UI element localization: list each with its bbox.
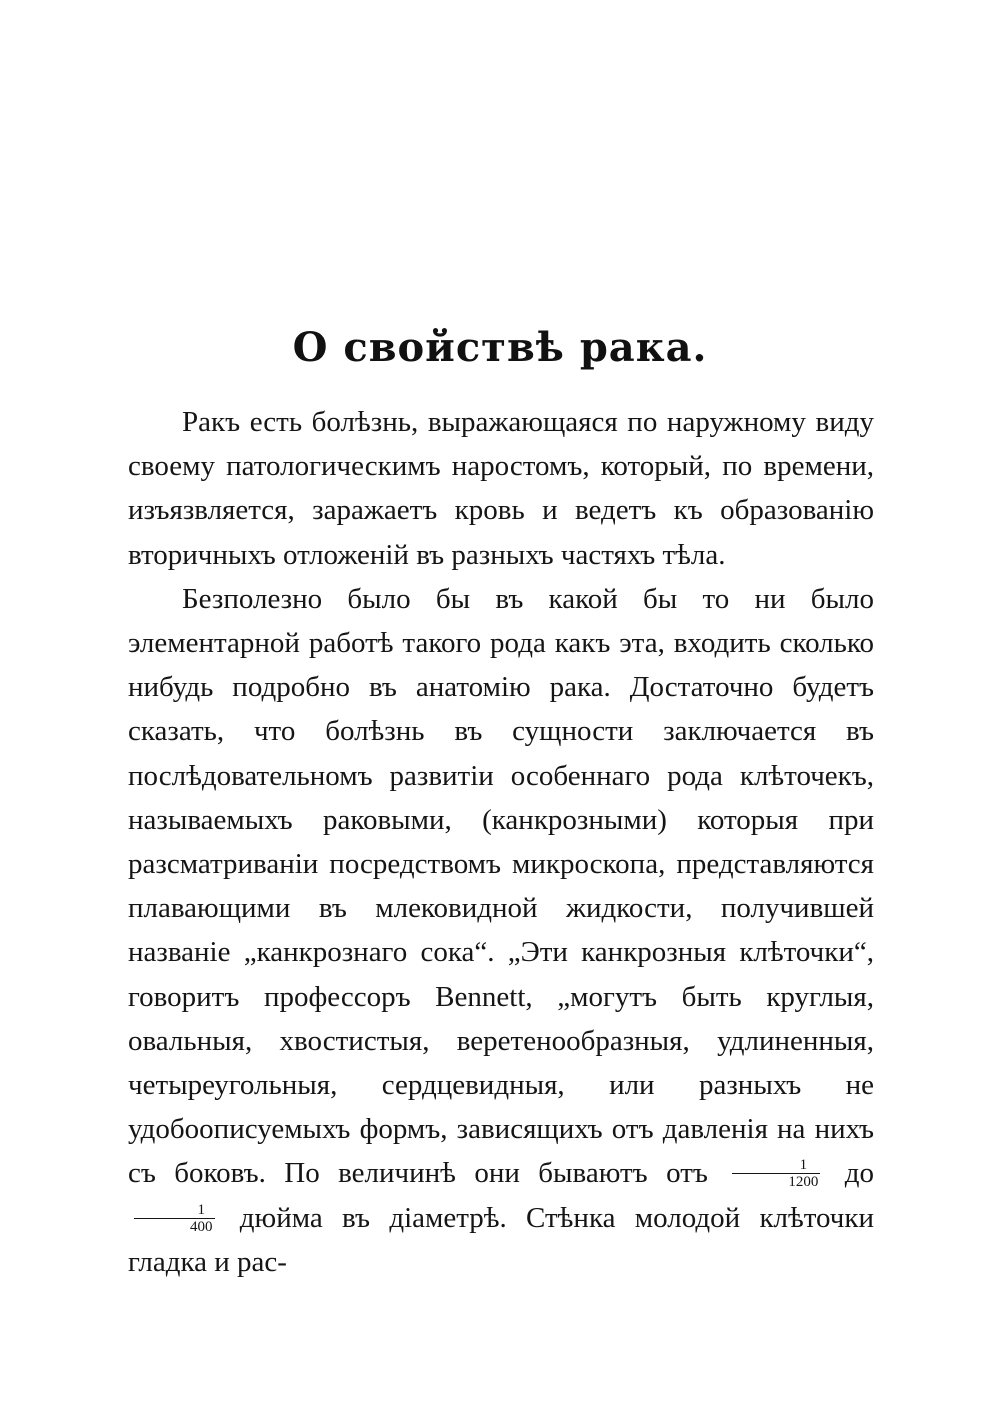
paragraph-1: Ракъ есть болѣзнь, выражающаяся по наружному виду своему патологическимъ наростомъ, который, по времени, изъязвляется, заражаетъ кровь и ведетъ къ образованію вторичныхъ отложеній въ разныхъ частяхъ тѣла. [128,406,874,571]
paragraph-2-text-before: Безполезно было бы въ какой бы то ни было элементарной работѣ такого рода какъ эта, входить сколько нибудь подробно въ анатомію рака. Достаточно будетъ сказать, что болѣзнь въ сущности заключается въ послѣдовательномъ развитіи особеннаго рода клѣточекъ, называемыхъ раковыми, (канкрозными) которыя при разсматриваніи посредствомъ микроскопа, представляются плавающими въ млековидной жидкости, получившей названіе „канкрознаго сока“. „Эти канкрозныя клѣточки“, говоритъ профессоръ Bennett, „могутъ быть круглыя, овальныя, хвостистыя, веретенообразныя, удлиненныя, четыреугольныя, сердцевидныя, или разныхъ не удобоописуемыхъ формъ, зависящихъ отъ давленія на нихъ съ боковъ. По величинѣ они бываютъ отъ [128,582,874,1190]
paragraph-2-text-after: дюйма въ діаметрѣ. Стѣнка молодой клѣточки гладка и рас- [128,1201,874,1278]
fraction-one-four-hundredth [134,1202,215,1235]
body-text [128,400,874,1284]
fraction-numerator: 1 [134,1202,215,1219]
paragraph-2-text-middle: до [844,1157,874,1190]
fraction-one-twelve-hundredth [732,1157,820,1190]
paragraph-2 [128,577,874,1284]
fraction-denominator: 400 [190,1218,213,1235]
fraction-denominator: 1200 [788,1174,819,1191]
page-title: О свойствѣ рака. [292,324,708,371]
fraction-numerator: 1 [732,1157,820,1174]
